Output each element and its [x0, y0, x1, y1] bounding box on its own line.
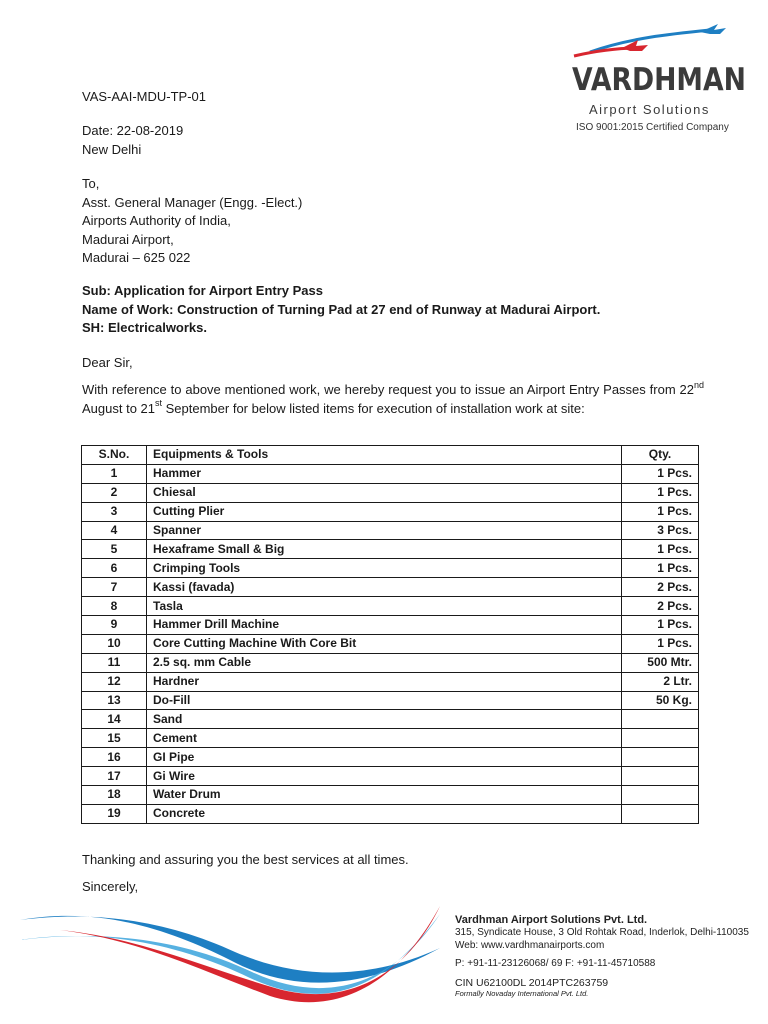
- table-row: [82, 710, 699, 729]
- cell-qty: 50 Kg.: [622, 691, 699, 710]
- table-row: [82, 483, 699, 502]
- cell-sno: 13: [82, 691, 147, 710]
- cell-equipment: Hardner: [147, 672, 622, 691]
- table-row: [82, 729, 699, 748]
- cell-qty: 1 Pcs.: [622, 634, 699, 653]
- cell-equipment: Cement: [147, 729, 622, 748]
- footer-contact: [455, 913, 749, 999]
- name-of-work-line: Name of Work: Construction of Turning Pad at 27 end of Runway at Madurai Airport.: [82, 301, 601, 317]
- cell-equipment: Crimping Tools: [147, 559, 622, 578]
- cell-qty: [622, 729, 699, 748]
- cell-qty: [622, 748, 699, 767]
- company-logo: [560, 18, 746, 138]
- cell-sno: 2: [82, 483, 147, 502]
- intro-text: August to 21: [82, 400, 155, 416]
- table-row: [82, 521, 699, 540]
- cell-qty: 500 Mtr.: [622, 653, 699, 672]
- logo-subtitle: Airport Solutions: [589, 102, 710, 117]
- letter-date: Date: 22-08-2019: [82, 123, 184, 138]
- cell-qty: 2 Pcs.: [622, 597, 699, 616]
- cell-qty: [622, 710, 699, 729]
- cell-equipment: Gi Wire: [147, 767, 622, 786]
- cell-qty: 2 Ltr.: [622, 672, 699, 691]
- cell-equipment: Cutting Plier: [147, 502, 622, 521]
- table-row: [82, 616, 699, 635]
- cell-equipment: Water Drum: [147, 786, 622, 805]
- footer-company-name: Vardhman Airport Solutions Pvt. Ltd.: [455, 914, 648, 926]
- table-row: [82, 464, 699, 483]
- ordinal-suffix: st: [155, 398, 163, 409]
- table-row: [82, 691, 699, 710]
- footer-address: 315, Syndicate House, 3 Old Rohtak Road, Inderlok, Delhi-110035: [455, 927, 749, 938]
- cell-qty: [622, 786, 699, 805]
- cell-sno: 12: [82, 672, 147, 691]
- cell-sno: 18: [82, 786, 147, 805]
- cell-equipment: Chiesal: [147, 483, 622, 502]
- cell-equipment: Tasla: [147, 597, 622, 616]
- header-equipment: Equipments & Tools: [147, 446, 622, 465]
- recipient-address: [82, 175, 302, 268]
- logo-wordmark: VARDHMAN: [572, 62, 746, 98]
- airplane-logo-icon: [560, 18, 740, 68]
- cell-sno: 8: [82, 597, 147, 616]
- cell-sno: 15: [82, 729, 147, 748]
- reference-number: VAS-AAI-MDU-TP-01: [82, 89, 206, 104]
- table-row: [82, 578, 699, 597]
- cell-qty: 1 Pcs.: [622, 483, 699, 502]
- table-body: [82, 464, 699, 823]
- cell-sno: 10: [82, 634, 147, 653]
- salutation: Dear Sir,: [82, 355, 133, 370]
- table-row: [82, 634, 699, 653]
- table-row: [82, 748, 699, 767]
- table-row: [82, 767, 699, 786]
- intro-text: With reference to above mentioned work, we hereby request you to issue an Airport Entry Passes from 22: [82, 382, 694, 397]
- header-sno: S.No.: [82, 446, 147, 465]
- cell-equipment: Kassi (favada): [147, 578, 622, 597]
- table-header-row: [82, 446, 699, 465]
- cell-sno: 19: [82, 804, 147, 823]
- cell-equipment: Sand: [147, 710, 622, 729]
- cell-equipment: Concrete: [147, 804, 622, 823]
- cell-equipment: Spanner: [147, 521, 622, 540]
- cell-equipment: Hammer: [147, 464, 622, 483]
- cell-sno: 14: [82, 710, 147, 729]
- footer-swoosh-graphic: [20, 900, 440, 1020]
- cell-sno: 1: [82, 464, 147, 483]
- address-line: Madurai – 625 022: [82, 250, 191, 265]
- table-row: [82, 786, 699, 805]
- address-line: Airports Authority of India,: [82, 213, 231, 228]
- address-line: Asst. General Manager (Engg. -Elect.): [82, 194, 303, 210]
- table-row: [82, 804, 699, 823]
- cell-sno: 4: [82, 521, 147, 540]
- cell-equipment: Core Cutting Machine With Core Bit: [147, 634, 622, 653]
- table-row: [82, 540, 699, 559]
- cell-qty: 1 Pcs.: [622, 559, 699, 578]
- cell-equipment: Do-Fill: [147, 691, 622, 710]
- address-line: Madurai Airport,: [82, 231, 174, 247]
- cell-equipment: Hexaframe Small & Big: [147, 540, 622, 559]
- intro-paragraph: [82, 381, 704, 418]
- cell-qty: 1 Pcs.: [622, 464, 699, 483]
- footer-phone: P: +91-11-23126068/ 69 F: +91-11-45710588: [455, 958, 656, 969]
- cell-sno: 16: [82, 748, 147, 767]
- intro-text: September for below listed items for execution of installation work at site:: [162, 400, 585, 416]
- cell-sno: 17: [82, 767, 147, 786]
- letter-place: New Delhi: [82, 141, 142, 157]
- subject-line: Sub: Application for Airport Entry Pass: [82, 283, 324, 298]
- cell-sno: 11: [82, 653, 147, 672]
- sh-line: SH: Electricalworks.: [82, 320, 207, 335]
- table-row: [82, 653, 699, 672]
- cell-qty: 1 Pcs.: [622, 540, 699, 559]
- sign-off: Sincerely,: [82, 879, 139, 894]
- cell-equipment: 2.5 sq. mm Cable: [147, 653, 622, 672]
- table-row: [82, 597, 699, 616]
- table-row: [82, 559, 699, 578]
- cell-equipment: Hammer Drill Machine: [147, 616, 622, 635]
- header-qty: Qty.: [622, 446, 699, 465]
- cell-qty: 2 Pcs.: [622, 578, 699, 597]
- address-line: To,: [82, 176, 100, 191]
- footer-web: Web: www.vardhmanairports.com: [455, 939, 605, 951]
- cell-qty: 1 Pcs.: [622, 616, 699, 635]
- table-row: [82, 672, 699, 691]
- footer-formerly: Formally Novaday International Pvt. Ltd.: [455, 989, 589, 998]
- cell-sno: 7: [82, 578, 147, 597]
- cell-sno: 9: [82, 616, 147, 635]
- table-row: [82, 502, 699, 521]
- cell-equipment: GI Pipe: [147, 748, 622, 767]
- iso-certification: ISO 9001:2015 Certified Company: [576, 122, 729, 133]
- cell-qty: 3 Pcs.: [622, 521, 699, 540]
- cell-sno: 5: [82, 540, 147, 559]
- cell-qty: [622, 804, 699, 823]
- date-block: [82, 122, 183, 159]
- cell-sno: 6: [82, 559, 147, 578]
- closing-line: Thanking and assuring you the best services at all times.: [82, 852, 409, 867]
- cell-qty: 1 Pcs.: [622, 502, 699, 521]
- cell-qty: [622, 767, 699, 786]
- ordinal-suffix: nd: [693, 379, 704, 390]
- cell-sno: 3: [82, 502, 147, 521]
- subject-block: [82, 282, 600, 338]
- footer-cin: CIN U62100DL 2014PTC263759: [455, 976, 609, 989]
- equipment-table: [81, 445, 699, 824]
